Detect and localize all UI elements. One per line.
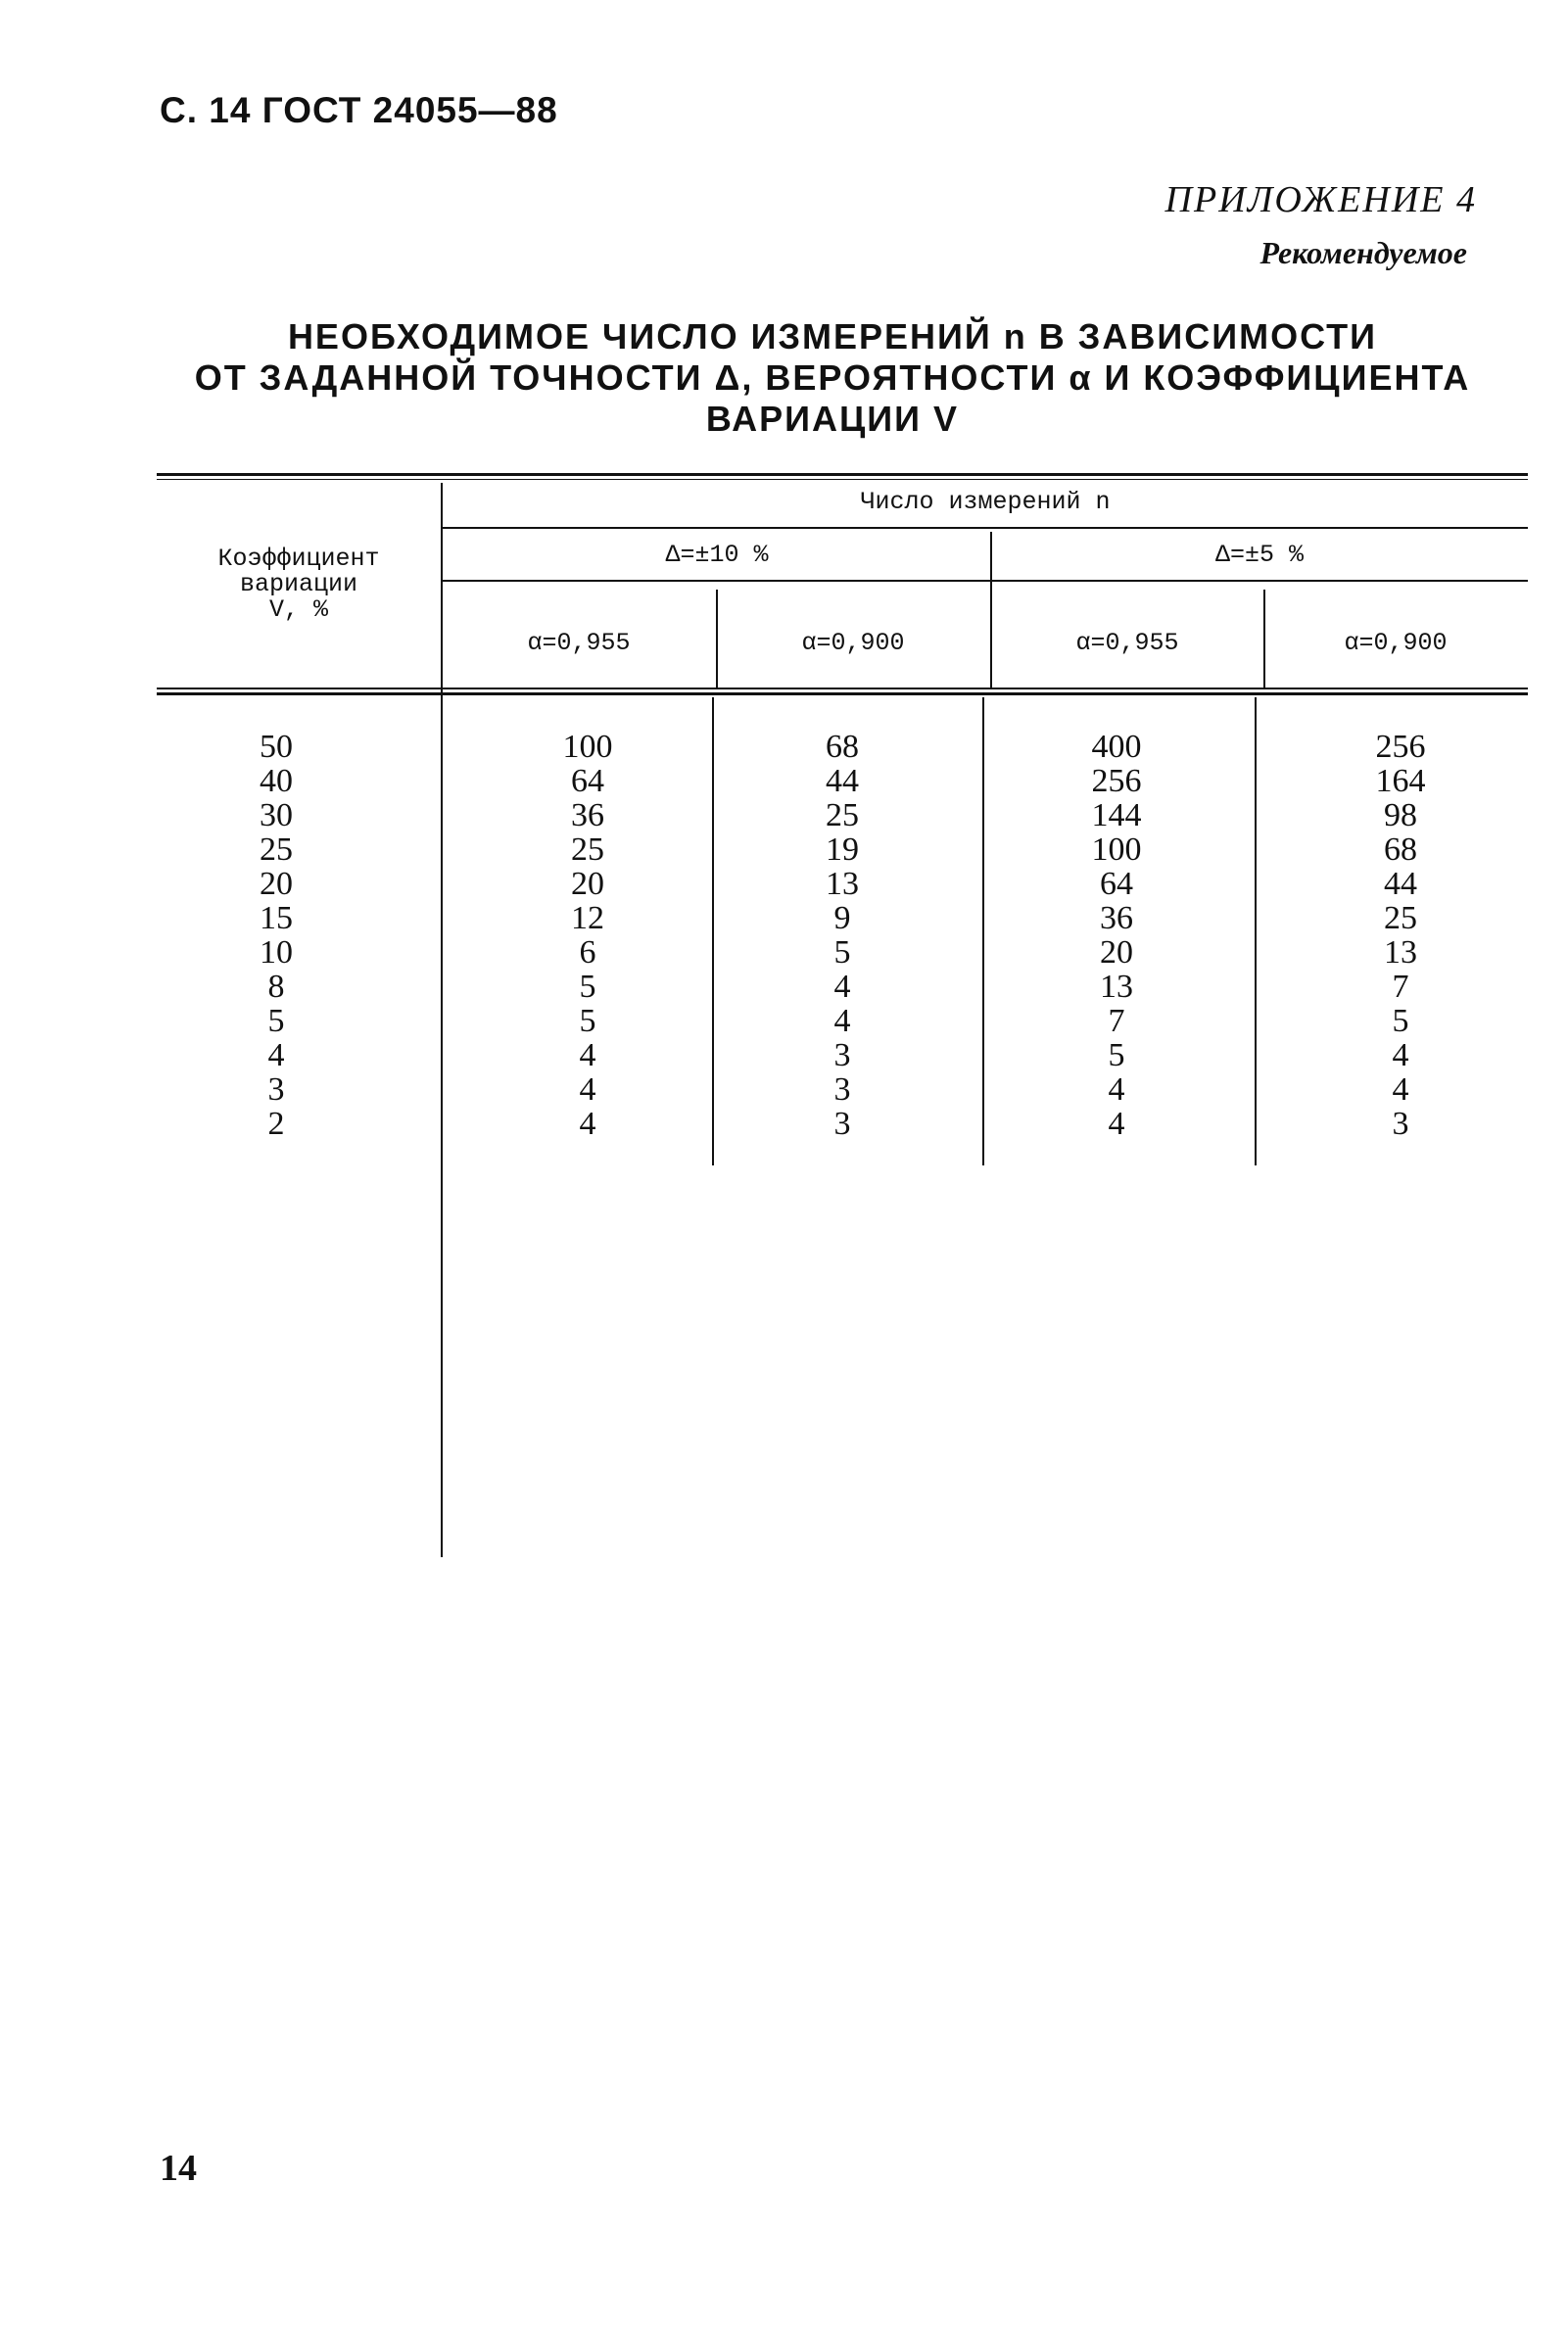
cell-d10-a955: 36: [571, 797, 604, 833]
cell-d10-a900: 9: [833, 900, 851, 936]
cell-v: 4: [267, 1037, 285, 1073]
header-body-rule-2: [157, 692, 1528, 695]
cell-d10-a900: 5: [833, 934, 851, 971]
cell-d5-a955: 36: [1100, 900, 1133, 936]
page-number: 14: [160, 2148, 197, 2189]
column-d5-a900: [1342, 730, 1459, 1141]
cell-d10-a900: 19: [826, 831, 859, 868]
delta-header-rule: [443, 580, 1528, 582]
vline-1: [441, 483, 443, 1557]
cell-v: 40: [260, 763, 293, 799]
title-line-2: ОТ ЗАДАННОЙ ТОЧНОСТИ Δ, ВЕРОЯТНОСТИ α И КОЭФФИЦИЕНТА: [194, 357, 1471, 398]
vline-2b: [712, 697, 714, 1165]
cell-d10-a900: 3: [833, 1071, 851, 1108]
column-d10-a955: [529, 730, 646, 1141]
cell-d5-a955: 13: [1100, 969, 1133, 1005]
cell-d5-a900: 4: [1392, 1071, 1409, 1108]
cell-d10-a955: 5: [579, 969, 596, 1005]
cell-d5-a955: 20: [1100, 934, 1133, 971]
coef-header-line-2: вариации: [239, 570, 358, 598]
cell-d10-a900: 4: [833, 1003, 851, 1039]
cell-v: 50: [260, 729, 293, 765]
vline-4: [1263, 590, 1265, 688]
appendix-status: Рекомендуемое: [1259, 235, 1467, 270]
cell-d10-a955: 25: [571, 831, 604, 868]
cell-d10-a955: 12: [571, 900, 604, 936]
vline-4b: [1255, 697, 1257, 1165]
cell-v: 2: [267, 1106, 285, 1142]
cell-d5-a900: 4: [1392, 1037, 1409, 1073]
coefficient-column-header: [157, 546, 441, 623]
cell-v: 20: [260, 866, 293, 902]
cell-d5-a900: 7: [1392, 969, 1409, 1005]
cell-d5-a955: 4: [1108, 1106, 1125, 1142]
cell-d10-a955: 20: [571, 866, 604, 902]
cell-d5-a900: 3: [1392, 1106, 1409, 1142]
coef-header-line-1: Коэффициент: [217, 545, 380, 573]
alpha-header-2: α=0,900: [801, 629, 905, 657]
cell-d10-a900: 4: [833, 969, 851, 1005]
cell-d10-a900: 13: [826, 866, 859, 902]
cell-d5-a900: 256: [1375, 729, 1426, 765]
cell-d10-a955: 6: [579, 934, 596, 971]
cell-d5-a955: 144: [1091, 797, 1142, 833]
cell-v: 10: [260, 934, 293, 971]
table-top-rule: [157, 473, 1528, 476]
cell-d5-a955: 400: [1091, 729, 1142, 765]
column-v: [217, 730, 335, 1141]
group-header-rule: [443, 527, 1528, 529]
column-d5-a955: [1058, 730, 1175, 1141]
cell-d10-a900: 25: [826, 797, 859, 833]
cell-d5-a955: 64: [1100, 866, 1133, 902]
cell-d10-a955: 4: [579, 1071, 596, 1108]
cell-v: 3: [267, 1071, 285, 1108]
cell-d10-a900: 44: [826, 763, 859, 799]
appendix-label: ПРИЛОЖЕНИЕ 4: [1164, 179, 1477, 220]
column-d10-a900: [784, 730, 901, 1141]
cell-d10-a900: 68: [826, 729, 859, 765]
alpha-header-3: α=0,955: [1075, 629, 1179, 657]
cell-d5-a900: 68: [1384, 831, 1417, 868]
cell-d5-a955: 256: [1091, 763, 1142, 799]
delta-5-header: Δ=±5 %: [1214, 541, 1304, 569]
cell-d5-a900: 164: [1375, 763, 1426, 799]
delta-10-header: Δ=±10 %: [665, 541, 769, 569]
cell-d5-a955: 5: [1108, 1037, 1125, 1073]
cell-v: 8: [267, 969, 285, 1005]
running-head: С. 14 ГОСТ 24055—88: [160, 90, 558, 130]
cell-v: 30: [260, 797, 293, 833]
cell-v: 15: [260, 900, 293, 936]
vline-3: [990, 532, 992, 688]
header-body-rule: [157, 688, 1528, 689]
cell-d5-a955: 4: [1108, 1071, 1125, 1108]
cell-v: 25: [260, 831, 293, 868]
cell-d10-a900: 3: [833, 1106, 851, 1142]
cell-d10-a955: 4: [579, 1106, 596, 1142]
vline-2: [716, 590, 718, 688]
cell-d5-a900: 44: [1384, 866, 1417, 902]
cell-d10-a955: 5: [579, 1003, 596, 1039]
alpha-header-4: α=0,900: [1344, 629, 1448, 657]
cell-d5-a900: 25: [1384, 900, 1417, 936]
cell-d5-a900: 98: [1384, 797, 1417, 833]
vline-3b: [982, 697, 984, 1165]
cell-d5-a955: 100: [1091, 831, 1142, 868]
title-line-3: ВАРИАЦИИ V: [705, 399, 960, 439]
title-line-1: НЕОБХОДИМОЕ ЧИСЛО ИЗМЕРЕНИЙ n В ЗАВИСИМОСТИ: [287, 316, 1378, 356]
group-header: Число измерений n: [860, 488, 1111, 516]
alpha-header-1: α=0,955: [527, 629, 631, 657]
cell-d10-a900: 3: [833, 1037, 851, 1073]
cell-d10-a955: 100: [562, 729, 613, 765]
cell-d10-a955: 64: [571, 763, 604, 799]
cell-d5-a900: 13: [1384, 934, 1417, 971]
coef-header-line-3: V, %: [268, 595, 328, 624]
cell-v: 5: [267, 1003, 285, 1039]
cell-d5-a955: 7: [1108, 1003, 1125, 1039]
cell-d5-a900: 5: [1392, 1003, 1409, 1039]
cell-d10-a955: 4: [579, 1037, 596, 1073]
table-top-rule-thin: [157, 479, 1528, 480]
